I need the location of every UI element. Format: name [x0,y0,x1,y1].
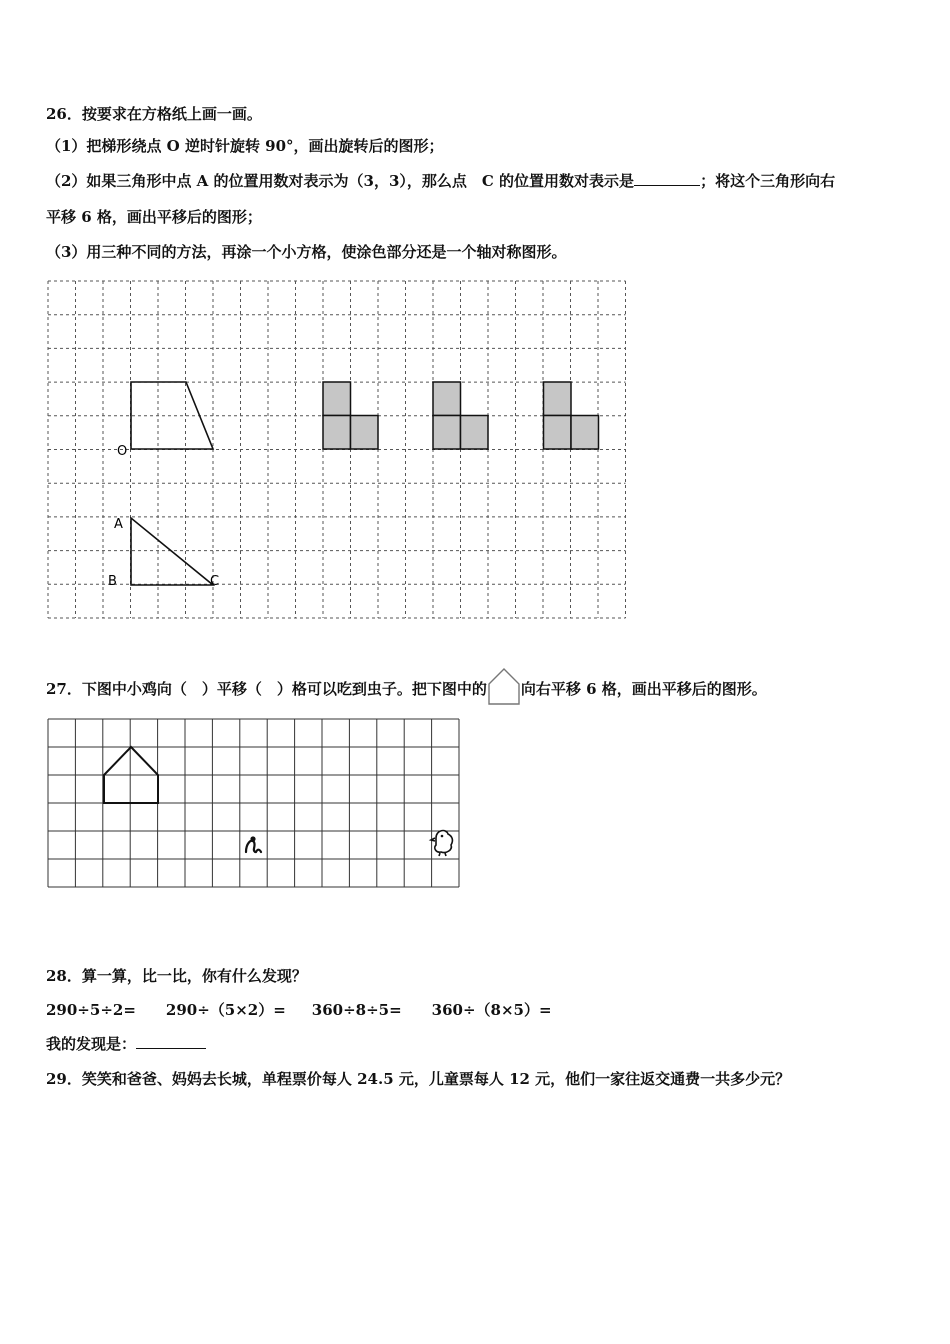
q28-title: 28．算一算，比一比，你有什么发现？ [46,967,307,985]
q26-title: 26．按要求在方格纸上画一画。 [46,105,262,123]
shaded-shapes [323,382,599,449]
q27-text-b: 向右平移 6 格，画出平移后的图形。 [520,680,767,698]
q26-part2-text-b: ；将这个三角形向右 [700,172,836,190]
q29-text: 29．笑笑和爸爸、妈妈去长城，单程票价每人 24.5 元，儿童票每人 12 元，他们一家往返交通费一共多少元？ [46,1070,791,1088]
label-a: A [114,517,123,532]
chick-icon [431,831,452,856]
q27-text [46,670,767,710]
q28-finding [46,1034,206,1054]
q26-part2-text-a: （2）如果三角形中点 A 的位置用数对表示为（3，3），那么点 C 的位置用数对表示是 [46,172,635,190]
shape3-bottom-right-square [571,416,599,450]
shape1-top-square [323,382,351,416]
q28-expressions [46,1000,552,1020]
q28-finding-blank[interactable] [136,1034,206,1049]
shape3-top-square [544,382,572,416]
label-o: O [117,444,128,459]
q26-part1: （1）把梯形绕点 O 逆时针旋转 90°，画出旋转后的图形； [46,137,444,155]
q26-part3: （3）用三种不同的方法，再涂一个小方格，使涂色部分还是一个轴对称图形。 [46,243,567,261]
house-shape-inline [487,666,521,706]
shape2-bottom-left-square [433,416,461,450]
shape3-bottom-left-square [544,416,572,450]
triangle-abc [131,518,213,585]
q28-expr-2: 290÷（5×2）= [165,1001,286,1019]
q28-finding-label: 我的发现是： [46,1035,137,1053]
shape1-bottom-left-square [323,416,351,450]
q28-expr-3: 360÷8÷5= [311,1001,402,1019]
q28-expr-1: 290÷5÷2= [46,1001,136,1019]
label-c: C [210,574,220,589]
worm-icon [246,838,261,853]
shape2-bottom-right-square [461,416,489,450]
label-b: B [108,574,117,589]
q27-text-a: 27．下图中小鸡向（ ）平移（ ）格可以吃到虫子。把下图中的 [46,680,487,698]
q26-part2-cont: 平移 6 格，画出平移后的图形； [46,208,262,226]
shape2-top-square [433,382,461,416]
shape1-bottom-right-square [351,416,379,450]
q28-expr-4: 360÷（8×5）= [431,1001,552,1019]
house-inline-icon [489,669,519,704]
